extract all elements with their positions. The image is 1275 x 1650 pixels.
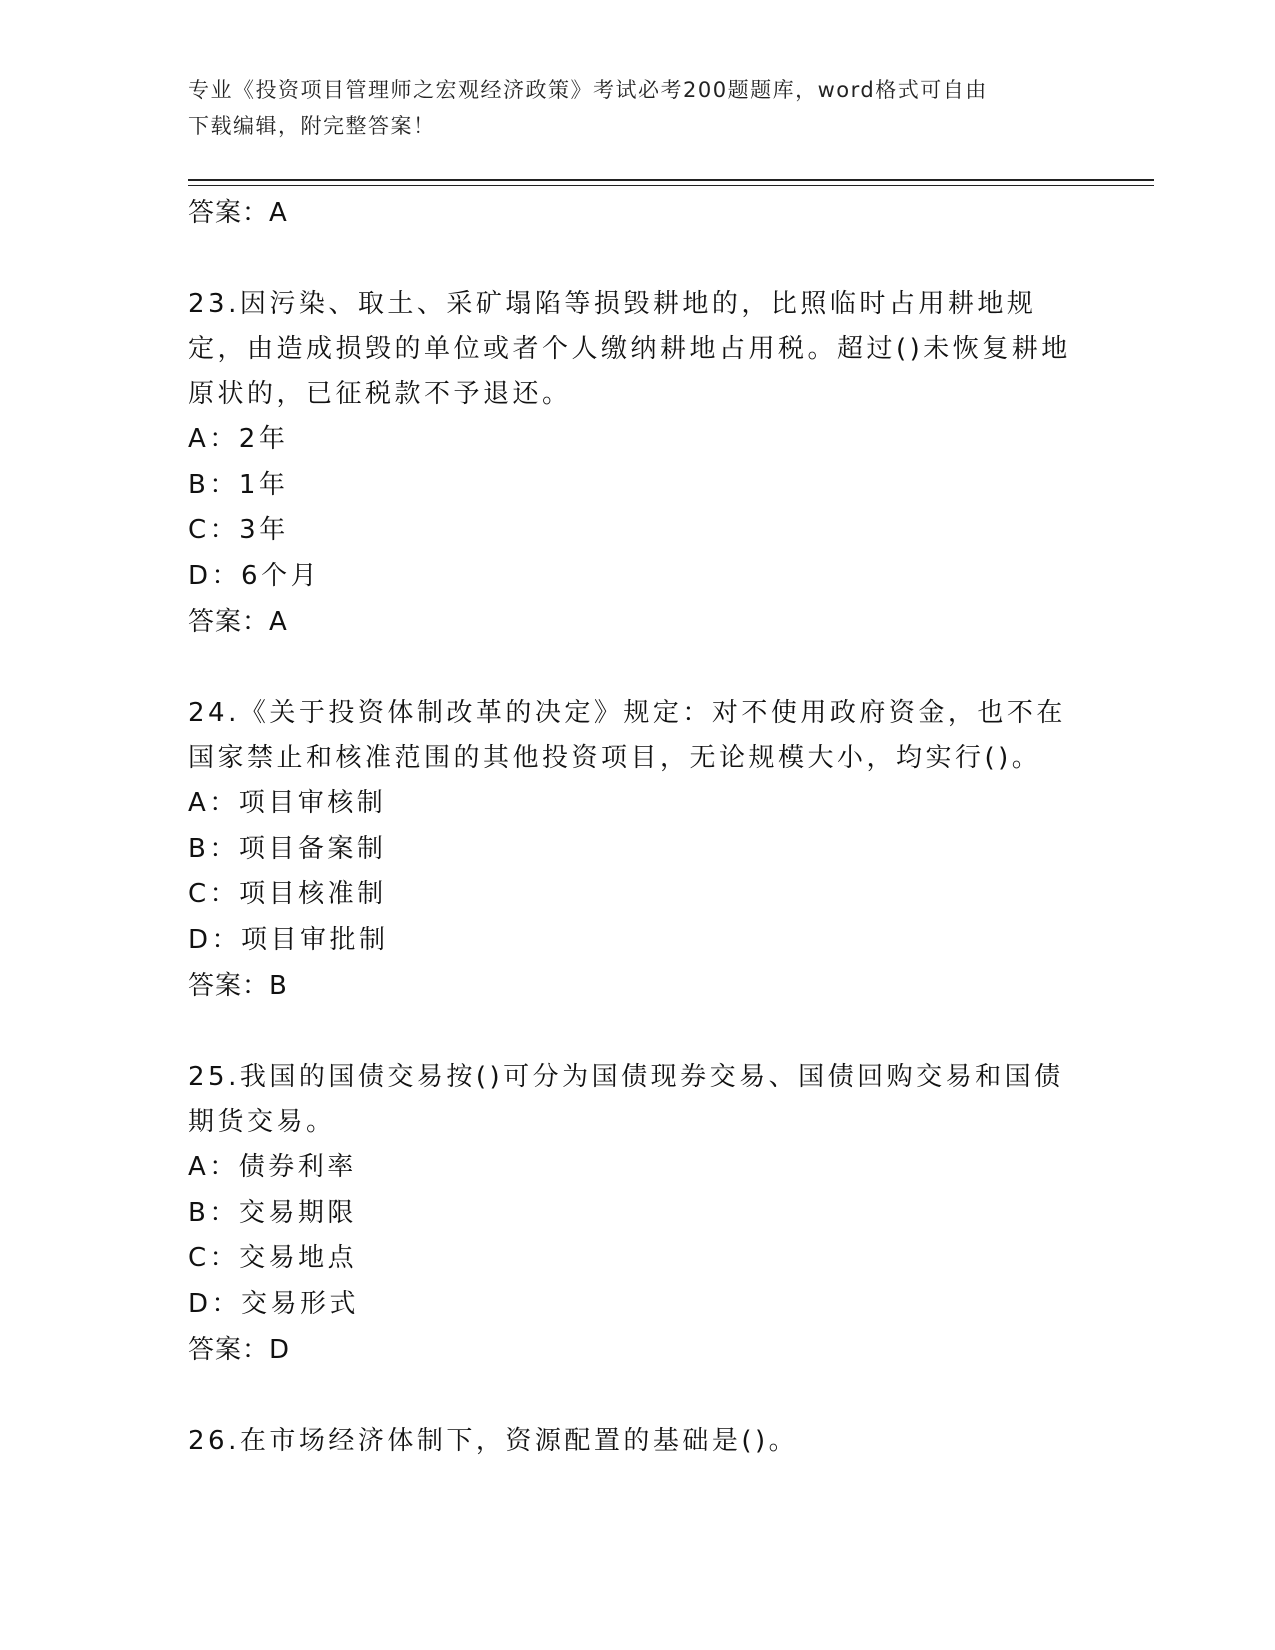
question-stem: 25.我国的国债交易按()可分为国债现券交易、国债回购交易和国债期货交易。 [188, 1062, 1064, 1137]
question-stem: 24.《关于投资体制改革的决定》规定：对不使用政府资金，也不在国家禁止和核准范围的其他投资项目，无论规模大小，均实行()。 [188, 698, 1066, 773]
option-c: C：交易地点 [188, 1243, 358, 1273]
option-d: D：交易形式 [188, 1288, 360, 1319]
question-stem: 23.因污染、取土、采矿塌陷等损毁耕地的，比照临时占用耕地规定，由造成损毁的单位或者个人缴纳耕地占用税。超过()未恢复耕地原状的，已征税款不予退还。 [188, 289, 1071, 409]
option-a: A：2年 [188, 424, 289, 454]
question-23 [188, 282, 1088, 645]
question-stem: 26.在市场经济体制下，资源配置的基础是()。 [188, 1426, 799, 1456]
option-a: A：项目审核制 [188, 788, 387, 818]
option-b: B：交易期限 [188, 1197, 357, 1228]
option-b: B：项目备案制 [188, 833, 387, 864]
question-25 [188, 1055, 1088, 1373]
question-content [188, 190, 1088, 1464]
option-c: C：3年 [188, 515, 289, 545]
option-b: B：1年 [188, 469, 289, 500]
document-header [188, 72, 1088, 144]
previous-answer: 答案：A [188, 198, 288, 228]
header-rule-thick [188, 179, 1154, 181]
header-line-2: 下载编辑，附完整答案！ [188, 114, 436, 138]
header-rule-thin [188, 185, 1154, 186]
question-24 [188, 691, 1088, 1009]
option-c: C：项目核准制 [188, 879, 387, 909]
option-d: D：项目审批制 [188, 924, 389, 955]
option-d: D：6个月 [188, 560, 321, 591]
question-answer: 答案：D [188, 1335, 291, 1365]
option-a: A：债券利率 [188, 1152, 357, 1182]
question-26 [188, 1419, 1088, 1464]
header-line-1: 专业《投资项目管理师之宏观经济政策》考试必考200题题库，word格式可自由 [188, 78, 988, 102]
question-answer: 答案：B [188, 971, 288, 1001]
question-answer: 答案：A [188, 607, 288, 637]
